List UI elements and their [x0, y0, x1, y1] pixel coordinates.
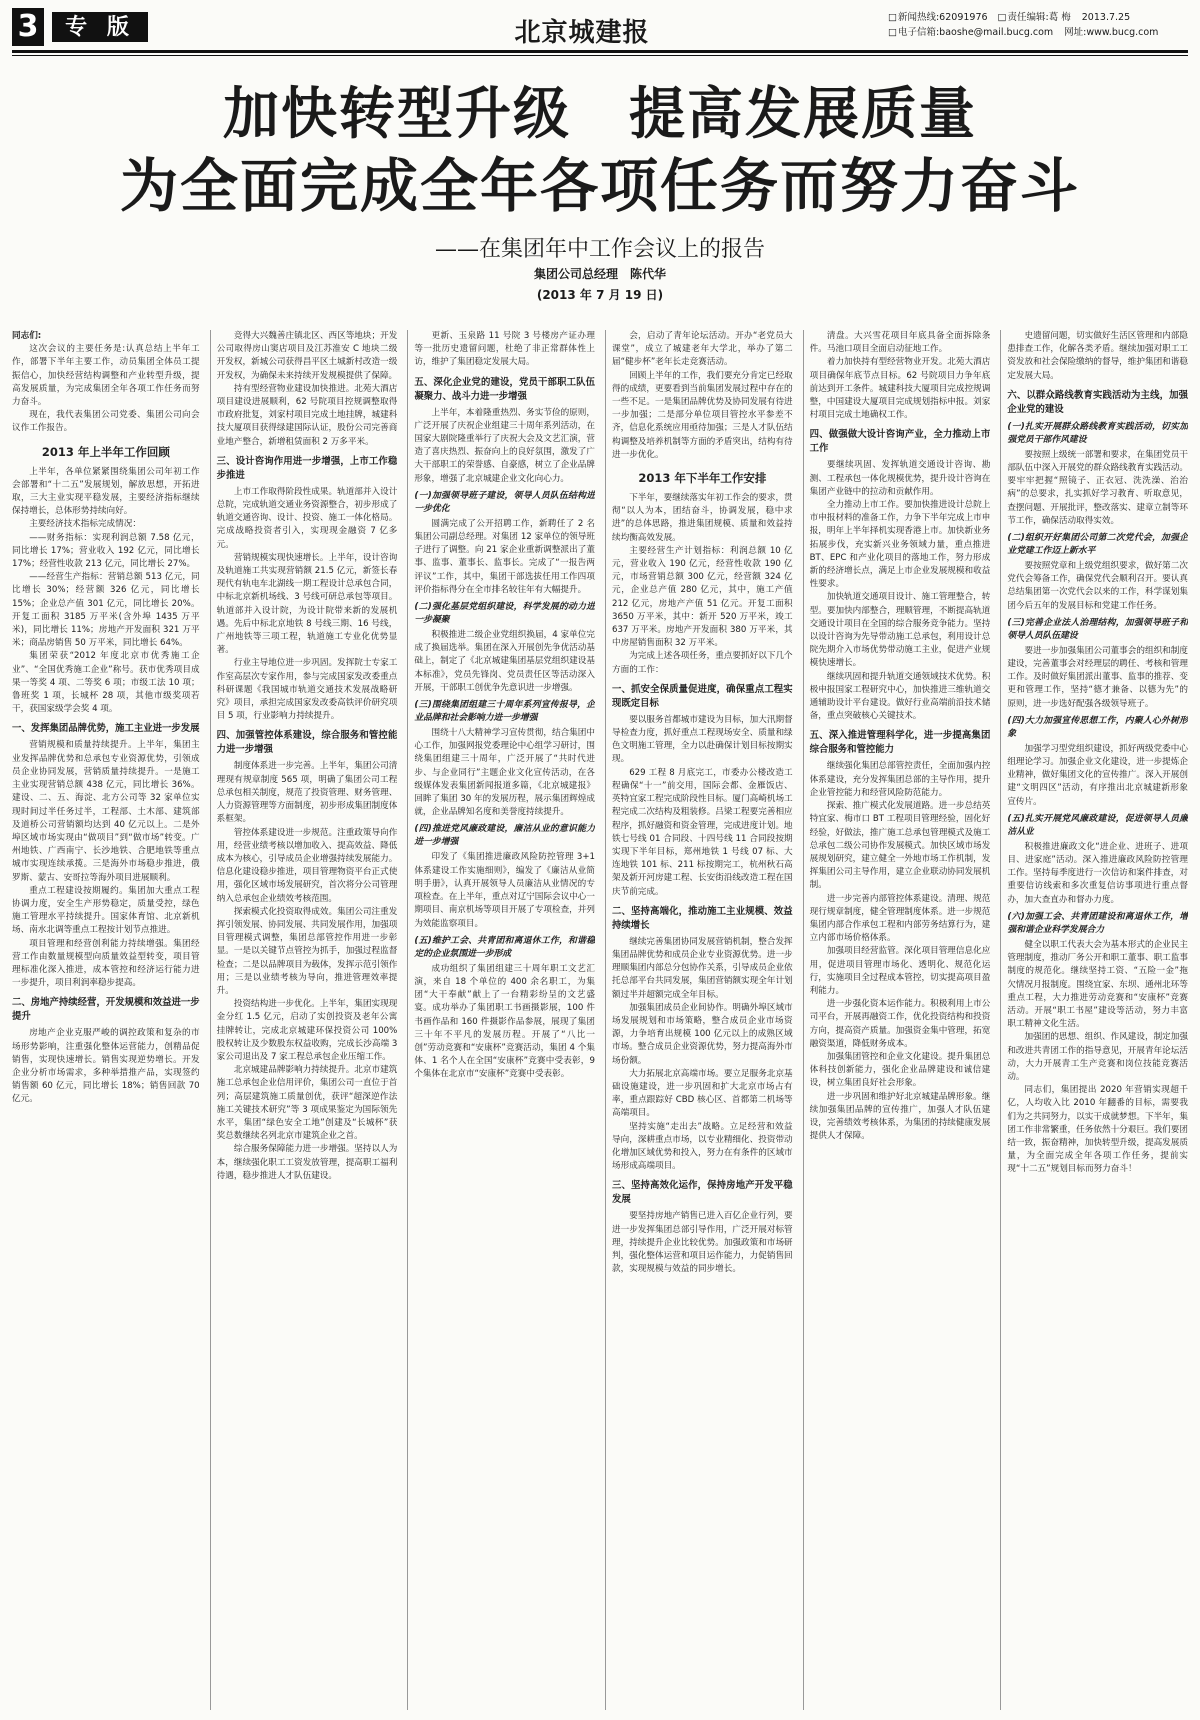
salutation: 同志们:: [12, 331, 42, 341]
paragraph: ——经营生产指标：营销总额 513 亿元，同比增长 30%；经营额 326 亿元，同比增长 15%；企业总产值 301 亿元，同比增长 20%。开复工面积 3185 万平米(含外埠 1435 万平米)，同比增长 11%；房地产开发面积 321 万平米；商品房销售 50 万平米，同比增长 64%。: [12, 572, 200, 649]
paragraph: 进一步巩固和维护好北京城建品牌形象。继续加强集团品牌的宣传推广，加强人才队伍建设，完善绩效考核体系，为集团的持续健康发展提供人才保障。: [809, 1091, 991, 1142]
paragraph: 上半年，本着隆重热烈、务实节俭的原则，广泛开展了庆祝企业组建三十周年系列活动，在国家大剧院隆重举行了庆祝大会及文艺汇演，营造了喜庆热烈、振奋向上的良好氛围，激发了广大干部职工的荣誉感、自豪感，树立了企业品牌形象，增强了北京城建企业文化向心力。: [414, 407, 595, 484]
paragraph: 着力加快持有型经营物业开发。北苑大酒店项目确保年底节点目标。62 号院项目力争年底前达到开工条件。城建科技大厦项目完成控规调整，中国建设大厦项目完成规划指标申报。刘家村项目完成土地确权工作。: [809, 357, 991, 421]
paragraph: 印发了《集团推进廉政风险防控管理 3+1 体系建设工作实施细则》，编发了《廉洁从业简明手册》，认真开展领导人员廉洁从业情况的专项检查。在上半年，重点对辽宁国际会议中心一期项目、南京机场等项目开展了专项检查，并列为效能监察项目。: [414, 852, 595, 929]
paragraph: 要按照党章和上级党组织要求，做好第二次党代会筹备工作，确保党代会顺利召开。要认真总结集团第一次党代会以来的工作，科学谋划集团今后五年的发展目标和党建工作任务。: [1007, 561, 1188, 611]
paragraph: ——财务指标：实现利润总额 7.58 亿元，同比增长 17%；营业收入 192 亿元，同比增长 17%；经营性收款 213 亿元，同比增长 27%。: [12, 532, 200, 570]
report-date: (2013 年 7 月 19 日): [536, 288, 664, 302]
sub-heading: (一)加强领导班子建设，领导人员队伍结构进一步优化: [414, 490, 595, 514]
paragraph: 积极推进廉政文化“进企业、进班子、进项目、进家庭”活动。深入推进廉政风险防控管理工作。坚持每季度进行一次信访和案件排查，对重要信访线索和多次重复信访事项进行重点督办，加大查直办和督办力度。: [1007, 841, 1188, 905]
sub-heading: (二)强化基层党组织建设，科学发展的动力进一步凝聚: [414, 602, 595, 626]
sub-heading: (二)组织开好集团公司第二次党代会，加强企业党建工作迈上新水平: [1007, 533, 1188, 557]
paragraph: 加强学习型党组织建设，抓好两级党委中心组理论学习。加强企业文化建设，进一步提炼企业精神，做好集团文化的宣传推广。深入开展创建“文明四区”活动，有序推出北京城建新形象宣传片。: [1007, 743, 1188, 807]
paragraph: 竞得大兴魏善庄镇北区、西区等地块；开发公司取得房山窦店项目及江苏淮安 C 地块二级开发权，新城公司获得昌平区土城新村改造一级开发权，为确保未来持续开发规模提供了保障。: [216, 331, 398, 381]
section-heading: 五、深入推进管理科学化，进一步提高集团综合服务和管控能力: [809, 730, 991, 756]
paragraph: 同志们，集团提出 2020 年营销实现超千亿，人均收入比 2010 年翻番的目标，需要我们为之共同努力，以实干成就梦想。下半年，集团工作非常繁重，任务依然十分艰巨。我们要团结一致，振奋精神，加快转型升级，提高发展质量，为全面完成全年各项工作任务，提前实现“十二五”规划目标而努力奋斗！: [1007, 1085, 1188, 1175]
paragraph: 现在，我代表集团公司党委、集团公司向会议作工作报告。: [12, 410, 200, 434]
paragraph: 坚持实施“走出去”战略。立足经营和效益导向，深耕重点市场，以专业精细化、投资带动化增加区域优势和投入，努力在有条件的区域市场形成高端项目。: [612, 1121, 793, 1172]
section-title: 2013 年下半年工作安排: [638, 471, 767, 486]
paragraph: 持有型经营物业建设加快推进。北苑大酒店项目建设进展顺利，62 号院项目控规调整取得市政府批复，刘家村项目完成土地挂牌，城建科技大厦项目获得绿建国际认证，股份公司完善商业地产整合，新增租赁面积 2 万多平米。: [216, 383, 398, 447]
paragraph: 重点工程建设按期履约。集团加大重点工程协调力度，安全生产形势稳定，质量受控，绿色施工管理水平持续提升。国家体育馆、北京新机场、南水北调等重点工程按计划节点推进。: [12, 885, 200, 936]
paragraph: 上半年，各单位紧紧围绕集团公司年初工作会部署和“十二五”发展规划，解放思想，开拓进取，三大主业实现平稳发展，主要经济指标继续保持增长，总体形势持续向好。: [12, 466, 200, 517]
website: 网址:www.bucg.com: [1064, 27, 1159, 38]
paragraph: 主要经营生产计划指标：利润总额 10 亿元，营业收入 190 亿元，经营性收款 190 亿元，市场营销总额 300 亿元，经营额 324 亿元，企业总产值 280 亿元，其中，施工产值 212 亿元，房地产产值 51 亿元。开复工面积 3650 万平米，其中：新开 520 万平米，竣工 637 万平米。房地产开发面积 380 万平米，其中房屋销售面积 32 万平米。: [612, 545, 793, 649]
section-heading: 六、以群众路线教育实践活动为主线，加强企业党的建设: [1007, 389, 1188, 415]
section-heading: 二、房地产持续经营，开发规模和效益进一步提升: [12, 997, 200, 1023]
sub-heading: (三)完善企业法人治理结构，加强领导班子和领导人员队伍建设: [1007, 617, 1188, 641]
paragraph: 加快轨道交通项目设计、施工管理整合，转型。要加快内部整合，理顺管理，不断提高轨道交通设计项目在全国的综合服务竞争能力。坚持以设计咨询为先导带动施工总承包，利用设计总院先期介入市场优势带动施工主业，促进产业规模快速增长。: [809, 592, 991, 669]
masthead: [12, 8, 1188, 48]
paragraph: 下半年，要继续落实年初工作会的要求，贯彻“以人为本，团结奋斗，协调发展，稳中求进”的总体思路，推进集团规模、质量和效益持续均衡高效发展。: [612, 493, 793, 543]
paragraph: 继续完善集团协同发展营销机制，整合发挥集团品牌优势和成员企业专业资源优势。进一步理顺集团内部总分包协作关系，引导成员企业依托总部平台共同发展，集团营销额实现全年计划额过半并超额完成全年目标。: [612, 936, 793, 1000]
paragraph: 围绕十八大精神学习宣传贯彻，结合集团中心工作，加强网报党委理论中心组学习研讨，围绕集团组建三十周年，广泛开展了“共时代进步、与企业同行”主题企业文化宣传活动，在各级媒体发表集团新闻报道多篇，《北京城建报》回眸了集团 30 年的发展历程，展示集团辉煌成就，企业品牌知名度和美誉度持续提升。: [414, 728, 595, 818]
paragraph: 加强团的思想、组织、作风建设，制定加强和改进共青团工作的指导意见，开展青年论坛活动，大力开展青工生产竞赛和岗位技能竞赛活动。: [1007, 1032, 1188, 1082]
paragraph: 要按照上级统一部署和要求，在集团党员干部队伍中深入开展党的群众路线教育实践活动。要牢牢把握“照镜子、正衣冠、洗洗澡、治治病”的总要求，扎实抓好学习教育、听取意见，查摆问题、开展批评，整改落实、建章立制等环节工作，确保活动取得实效。: [1007, 449, 1188, 526]
paragraph: 管控体系建设进一步规范。注重政策导向作用，经营业绩考核以增加收入、提高效益、降低成本为核心，引导成员企业增强持续发展能力。信息化建设稳步推进，项目管理物资平台正式使用，强化区域市场发展研究，首次将分公司管理纳入总承包企业绩效考核范围。: [216, 827, 398, 904]
issue-date: 2013.7.25: [1081, 12, 1131, 23]
news-hotline: □ 新闻热线:62091976: [888, 10, 988, 25]
paragraph: 成功组织了集团组建三十周年职工文艺汇演，来自 18 个单位的 400 余名职工，为集团“大干奉献”献上了一台精彩纷呈的文艺盛宴。成功举办了集团职工书画摄影展，100 件书画作品和 160 件摄影作品参展，展现了集团三十年不平凡的发展历程。开展了“八比一创”劳动竞赛和“安康杯”竞赛活动，集团 4 个集体、1 名个人在全国“安康杯”竞赛中受表彰，9 个集体在北京市“安康杯”竞赛中受表彰。: [414, 963, 595, 1080]
paragraph: 营销规模和质量持续提升。上半年，集团主业发挥品牌优势和总承包专业资源优势，引领成员企业协同发展，营销质量持续提升。一是施工主业实现营销总额 438 亿元，同比增长 36%。建设、二、五、海淀、北方公司等 32 家单位实现时间过半任务过半，工程部、土木部、建筑部及道桥公司营销额均达到 40 亿元以上。二是外埠区域市场实现由“做项目”到“做市场”转变。广州地铁、广西南宁、长沙地铁、合肥地铁等重点城市实现连续承揽。三是海外市场稳步推进，俄罗斯、蒙古、安哥拉等海外项目进展顺利。: [12, 740, 200, 883]
paragraph: 要以服务首都城市建设为目标，加大汛期督导检查力度，抓好重点工程现场安全、质量和绿色文明施工管理，全力以赴确保计划目标按期实现。: [612, 714, 793, 765]
headline-line-1: 加快转型升级 提高发展质量: [223, 82, 977, 147]
paragraph: 加强集团成员企业间协作。明确外埠区域市场发展规划和市场策略，整合成员企业市场资源，力争培育出规模 100 亿元以上的成熟区域市场。整合成员企业资源优势，努力提高海外市场份额。: [612, 1002, 793, 1066]
paragraph: 629 工程 8 月底完工，市委办公楼改造工程确保“十一”前交用，国际会都、金雁饭店、英特宜家工程完成阶段性目标。厦门高崎机场工程完成二次结构及粗装修。吕梁工程要完善相应程序，抓好融资和资金管理，完成进度计划。地铁七号线 01 合同段、十四号线 11 合同段按期实现下半年目标，郑州地铁 1 号线 07 标、大连地铁 101 标、211 标按期完工，杭州秋石高架及新开河房建工程、长安街沿线改造工程在国庆节前完成。: [612, 767, 793, 897]
paragraph: 要进一步加强集团公司董事会的组织和制度建设，完善董事会对经理层的聘任、考核和管理工作。及时做好集团派出董事、监事的推荐、变更和管理工作，坚持“德才兼备、以德为先”的原则，进一步选好配强各级领导班子。: [1007, 645, 1188, 709]
paragraph: 集团荣获“2012 年度北京市优秀施工企业”、“全国优秀施工企业”称号。获市优秀项目成果一等奖 4 项、二等奖 6 项；市级工法 10 项；鲁班奖 1 项，长城杯 28 项，其他市级奖项若干，获国家级学会奖 4 项。: [12, 651, 200, 715]
paragraph: 营销规模实现快速增长。上半年，设计咨询及轨道施工共实现营销额 21.5 亿元，新签长春现代有轨电车北湖线一期工程设计总承包合同，中标北京新机场线、3 号线可研总承包等项目。轨道部并入设计院，为设计院带来新的发展机遇。先后中标北京地铁 8 号线三期、16 号线，广州地铁等三项工程，轨道施工专业化优势显著。: [216, 552, 398, 656]
paragraph: 加强集团管控和企业文化建设。提升集团总体科技创新能力，强化企业品牌建设和诚信建设，树立集团良好社会形象。: [809, 1051, 991, 1089]
section-heading: 三、设计咨询作用进一步增强，上市工作稳步推进: [216, 455, 398, 481]
headline-line-2: 为全面完成全年各项任务而努力奋斗: [119, 152, 1080, 220]
paragraph: 要坚持房地产销售已进入百亿企业行列，要进一步发挥集团总部引导作用，广泛开展对标管理，持续提升企业比较优势。加强政策和市场研判，强化整体运营和项目运作能力，力促销售回款，实现规模与效益的同步增长。: [612, 1211, 793, 1275]
column-6: [1000, 330, 1188, 1710]
section-heading: 三、坚持高效化运作，保持房地产开发平稳发展: [612, 1180, 793, 1206]
paragraph: 上市工作取得阶段性成果。轨道部并入设计总院，完成轨道交通业务资源整合，初步形成了轨道交通咨询、设计、投资、施工一体化格局。完成战略投资者引入，实现现金融资 7 亿多元。: [216, 486, 398, 550]
paragraph: 继续巩固和提升轨道交通领域技术优势。积极申报国家工程研究中心，加快推进三维轨道交通辅助设计平台建设。做好行业高端前沿技术储备，重点突破核心关键技术。: [809, 671, 991, 722]
paragraph: 综合服务保障能力进一步增强。坚持以人为本，继续强化职工工资发放管理，提高职工福利待遇，稳步推进人才队伍建设。: [216, 1144, 398, 1181]
paragraph: 进一步强化资本运作能力。积极利用上市公司平台，开展再融资工作，优化投资结构和投资方向，提高资产质量。加强资金集中管理，拓宽融资渠道，降低财务成本。: [809, 999, 991, 1049]
section-title: 2013 年上半年工作回顾: [41, 444, 170, 459]
page-number: 3: [12, 8, 44, 46]
paragraph: 圆满完成了公开招聘工作，新聘任了 2 名集团公司副总经理。对集团 12 家单位的领导班子进行了调整。向 21 家企业重新调整派出了董事、监事、董事长、监事长。完成了“一报告两评议”工作，其中，集团干部选拔任用工作四项评价指标得分在全市排名较往年有大幅提升。: [414, 518, 595, 595]
section-heading: 一、抓安全保质量促进度，确保重点工程实现既定目标: [612, 683, 793, 709]
paragraph: 北京城建品牌影响力持续提升。北京市建筑施工总承包企业信用评价，集团公司一直位于首列；高层建筑施工质量创优，获评“超深逆作法施工关键技术研究”等 3 项成果鉴定为国际领先水平，集团“绿色安全工地”创建及“长城杯”获奖总数继续名列北京市建筑企业之首。: [216, 1065, 398, 1142]
paragraph: 为完成上述各项任务，重点要抓好以下几个方面的工作：: [612, 651, 793, 675]
section-heading: 四、做强做大设计咨询产业，全力推动上市工作: [809, 429, 991, 455]
paragraph: 更新、玉泉路 11 号院 3 号楼房产证办理等一批历史遗留问题，杜绝了非正常群体性上访，维护了集团稳定发展大局。: [414, 331, 595, 368]
paragraph: 项目管理和经营创利能力持续增强。集团经营工作由数量规模型向质量效益型转变，项目管理标准化深入推进，成本管控和经济运行能力进一步提升，项目利润率稳步提高。: [12, 938, 200, 989]
section-heading: 二、坚持高端化，推动施工主业规模、效益持续增长: [612, 905, 793, 931]
sub-heading: (三)围绕集团组建三十周年系列宣传报导，企业品牌和社会影响力进一步增强: [414, 700, 595, 724]
masthead-rule: [12, 50, 1188, 53]
paragraph: 回顾上半年的工作，我们要充分肯定已经取得的成绩，更要看到当前集团发展过程中存在的一些不足。一是集团品牌优势及协同发展有待进一步加强；二是部分单位项目管控水平参差不齐，信息化系统应用亟待加强；三是人才队伍结构调整及培养机制等方面的矛盾突出，结构有待进一步优化。: [612, 370, 793, 460]
section-heading: 四、加强管控体系建设，综合服务和管控能力进一步增强: [216, 730, 398, 756]
paragraph: 制度体系进一步完善。上半年，集团公司清理现有规章制度 565 项，明确了集团公司工程总承包相关制度，规范了投资管理、财务管理、人力资源管理等方面制度，初步形成集团制度体系框架。: [216, 761, 398, 825]
headline: [40, 80, 1160, 222]
paragraph: 投资结构进一步优化。上半年，集团实现现金分红 1.5 亿元，启动了实创投资及老年公寓挂牌转让，完成北京城建环保投资公司 100%股权转让及少数股东权益收购，完成长沙高端 3 家公司退出及 7 家工程总承包企业压缩工作。: [216, 999, 398, 1062]
responsible-editor: □ 责任编辑:葛 梅: [998, 10, 1071, 25]
paragraph: 继续强化集团总部管控责任，全面加强内控体系建设，充分发挥集团总部的主导作用，提升企业管控能力和经营风险防范能力。: [809, 761, 991, 798]
sub-heading: (六)加强工会、共青团建设和离退休工作，增强和谐企业科学发展合力: [1007, 911, 1188, 935]
column-1: [12, 330, 200, 1710]
paragraph: 房地产企业克服严峻的调控政策和复杂的市场形势影响，注重强化整体运营能力，创精品促销售，实现快速增长。销售实现逆势增长。开发企业分析市场需求，多种举措推产品，实现签约销售额 60 亿元，同比增长 18%；销售回款 70 亿元。: [12, 1028, 200, 1105]
section-name: 专 版: [52, 12, 148, 42]
column-2: [210, 330, 398, 1710]
column-4: [605, 330, 793, 1710]
newspaper-name: 北京城建报: [514, 18, 650, 48]
paragraph: 探索模式化投资取得成效。集团公司注重发挥引领发展、协同发展、共同发展作用，加强项目管理模式调整，集团总部管控作用进一步彰显。一是以关键节点管控为抓手，加强过程监督检查；二是以品牌项目为载体，发挥示范引领作用；三是以业绩考核为导向，推进管理效率提升。: [216, 906, 398, 996]
column-3: [407, 330, 595, 1710]
masthead-rule-thin: [12, 55, 1188, 56]
paragraph: 会，启动了青年论坛活动。开办“老党员大课堂”，成立了城建老年大学北，举办了第二届“健步杯”老年长走竞赛活动。: [612, 331, 793, 368]
paragraph: 积极推进二级企业党组织换届，4 家单位完成了换届选举。集团在深入开展创先争优活动基础上，制定了《北京城建集团基层党组织建设基本标准》，党员先锋岗、党员责任区等活动深入开展，干部职工创优争先意识进一步增强。: [414, 630, 595, 693]
paragraph: 全力推动上市工作。要加快推进设计总院上市申报材料的准备工作，力争下半年完成上市申报，明年上半年择机实现香港上市。加快新业务拓展步伐，充实新兴业务领域力量，重点推进 BT、EPC 和产业化项目的落地工作，努力形成新的经济增长点，满足上市企业发展规模和收益性要求。: [809, 500, 991, 590]
paragraph: 行业主导地位进一步巩固。发挥院士专家工作室高层次专家作用，参与完成国家发改委重点科研课题《我国城市轨道交通技术发展战略研究》项目，承担完成国家发改委高铁评价研究项目 5 项，行业影响力持续提升。: [216, 658, 398, 722]
sub-heading: (一)扎实开展群众路线教育实践活动，切实加强党员干部作风建设: [1007, 421, 1188, 445]
sub-heading: (五)扎实开展党风廉政建设，促进领导人员廉洁从业: [1007, 813, 1188, 837]
article-body: [12, 330, 1188, 1710]
section-heading: 五、深化企业党的建设，党员干部职工队伍凝聚力、战斗力进一步增强: [414, 376, 595, 402]
paragraph: 大力拓展北京高端市场。要立足服务北京基础设施建设，进一步巩固和扩大北京市场占有率，重点跟踪好 CBD 核心区、首都第二机场等高端项目。: [612, 1068, 793, 1119]
email: □ 电子信箱:baoshe@mail.bucg.com: [888, 25, 1053, 40]
paragraph: 探索、推广模式化发展道路。进一步总结英特宜家、梅市口 BT 工程项目管理经验，固化好经验，好做法，推广施工总承包管理模式及施工总承包二级公司协作发展模式。加快区域市场发展规划研究，建立健全一外地市场工作机制，发挥集团公司主导作用，建立企业联动协同发展机制。: [809, 801, 991, 891]
subheadline: ——在集团年中工作会议上的报告: [434, 237, 765, 262]
paragraph: 史遗留问题，切实做好生活区管理和内部隐患排查工作，化解各类矛盾。继续加强对职工工资发放和社会保险缴纳的督导，维护集团和谐稳定发展大局。: [1007, 331, 1188, 381]
column-5: [803, 330, 991, 1710]
section-heading: 一、发挥集团品牌优势，施工主业进一步发展: [12, 723, 200, 735]
author: 集团公司总经理 陈代华: [533, 267, 666, 281]
sub-heading: (五)维护工会、共青团和离退休工作，和谐稳定的企业氛围进一步形成: [414, 935, 595, 959]
sub-heading: (四)大力加强宣传思想工作，内聚人心外树形象: [1007, 715, 1188, 739]
paragraph: 健全以职工代表大会为基本形式的企业民主管理制度，推动厂务公开和职工董事、职工监事制度的规范化。继续坚持工资、“五险一金”拖欠情况月报制度。围绕宜家、东坝、通州北环等重点工程，大力推进劳动竞赛和“安康杯”竞赛活动。开展“职工书屋”建设等活动，努力丰富职工精神文化生活。: [1007, 939, 1188, 1030]
masthead-info: [888, 10, 1188, 40]
paragraph: 这次会议的主要任务是:认真总结上半年工作，部署下半年主要工作，动员集团全体员工提振信心，加快经营结构调整和产业转型升级，提高发展质量，为完成集团全年各项工作任务而努力奋斗。: [12, 344, 200, 408]
paragraph: 进一步完善内部管控体系建设。清理、规范现行规章制度，健全管理制度体系。进一步规范集团内部合作承包工程和内部劳务结算行为，建立内部市场价格体系。: [809, 893, 991, 944]
paragraph: 加强项目经营监管。深化项目管理信息化应用，促进项目管理市场化、透明化、规范化运行，实施项目全过程成本管控，切实提高项目盈利能力。: [809, 946, 991, 996]
sub-heading: (四)推进党风廉政建设，廉洁从业的意识能力进一步增强: [414, 824, 595, 848]
paragraph: 清盘。大兴雪花项目年底具备全面拆除条件。马池口项目全面启动征地工作。: [809, 331, 991, 355]
paragraph: 主要经济技术指标完成情况：: [29, 519, 141, 530]
paragraph: 要继续巩固、发挥轨道交通设计咨询、勘测、工程承包一体化规模优势，提升设计咨询在集团产业链中的拉动和贡献作用。: [809, 460, 991, 497]
